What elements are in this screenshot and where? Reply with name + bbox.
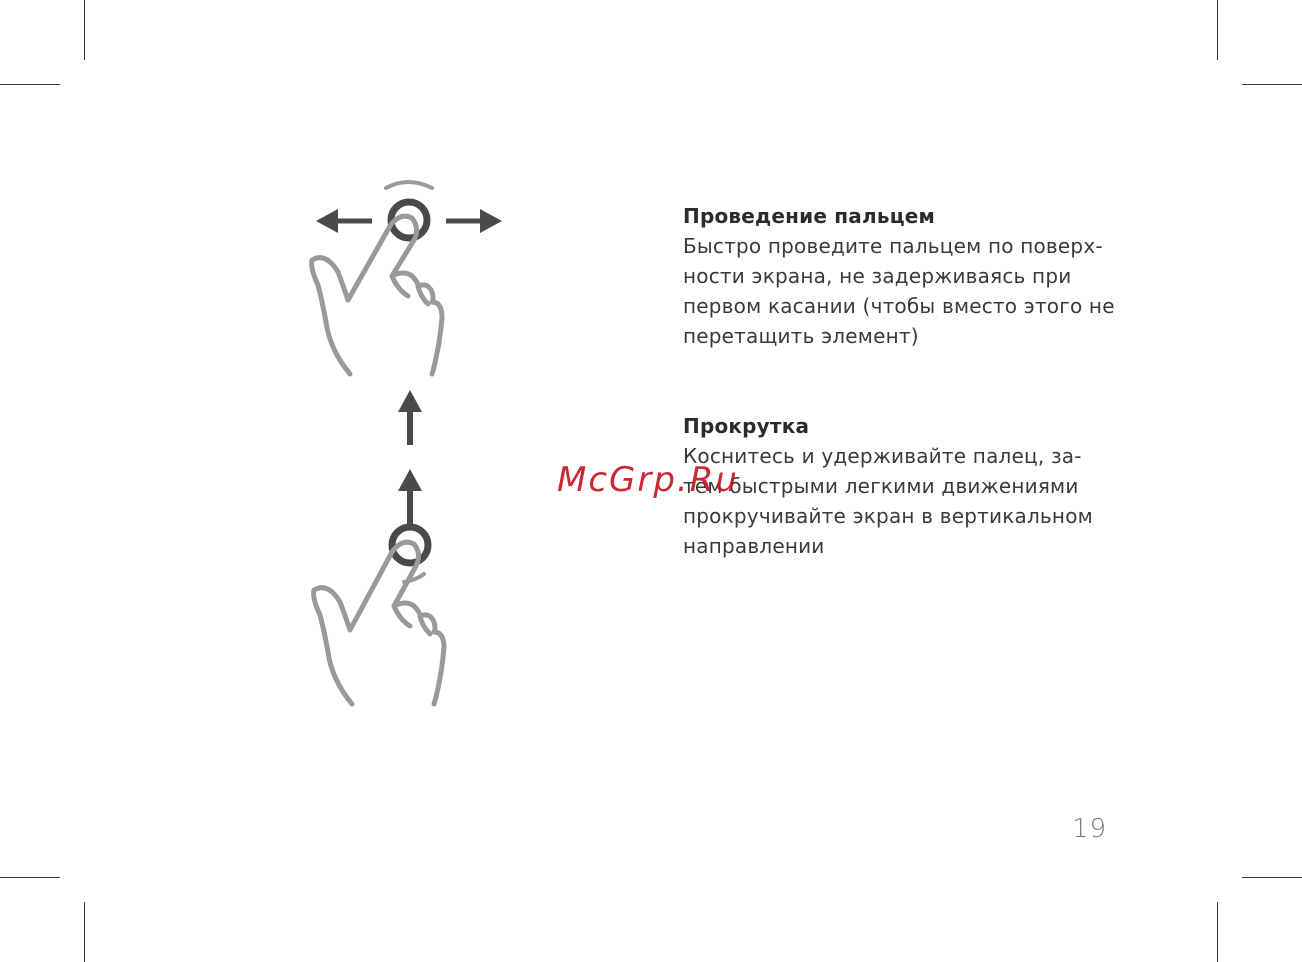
arrow-up-icon	[398, 469, 422, 530]
watermark: McGrp.Ru	[557, 460, 739, 500]
hand-scroll-vertical-icon	[314, 390, 444, 704]
swipe-title: Проведение пальцем	[683, 204, 936, 228]
hand-swipe-horizontal-icon	[312, 182, 502, 374]
scroll-line: Коснитесь и удерживайте палец, за-	[683, 444, 1082, 468]
scroll-description	[683, 441, 1183, 561]
arrow-right-icon	[446, 209, 502, 233]
scroll-line: направлении	[683, 534, 825, 558]
swipe-description	[683, 231, 1183, 351]
page-number: 19	[1072, 814, 1108, 844]
arrow-up-icon	[398, 390, 422, 445]
scroll-title: Прокрутка	[683, 414, 810, 438]
swipe-section	[683, 201, 1183, 351]
scroll-section	[683, 411, 1183, 561]
scroll-line: прокручивайте экран в вертикальном	[683, 504, 1093, 528]
swipe-line: перетащить элемент)	[683, 324, 919, 348]
scroll-line: тем быстрыми легкими движениями	[683, 474, 1079, 498]
arrow-left-icon	[316, 209, 372, 233]
swipe-line: ности экрана, не задерживаясь при	[683, 264, 1072, 288]
swipe-line: первом касании (чтобы вместо этого не	[683, 294, 1115, 318]
swipe-line: Быстро проведите пальцем по поверх-	[683, 234, 1103, 258]
